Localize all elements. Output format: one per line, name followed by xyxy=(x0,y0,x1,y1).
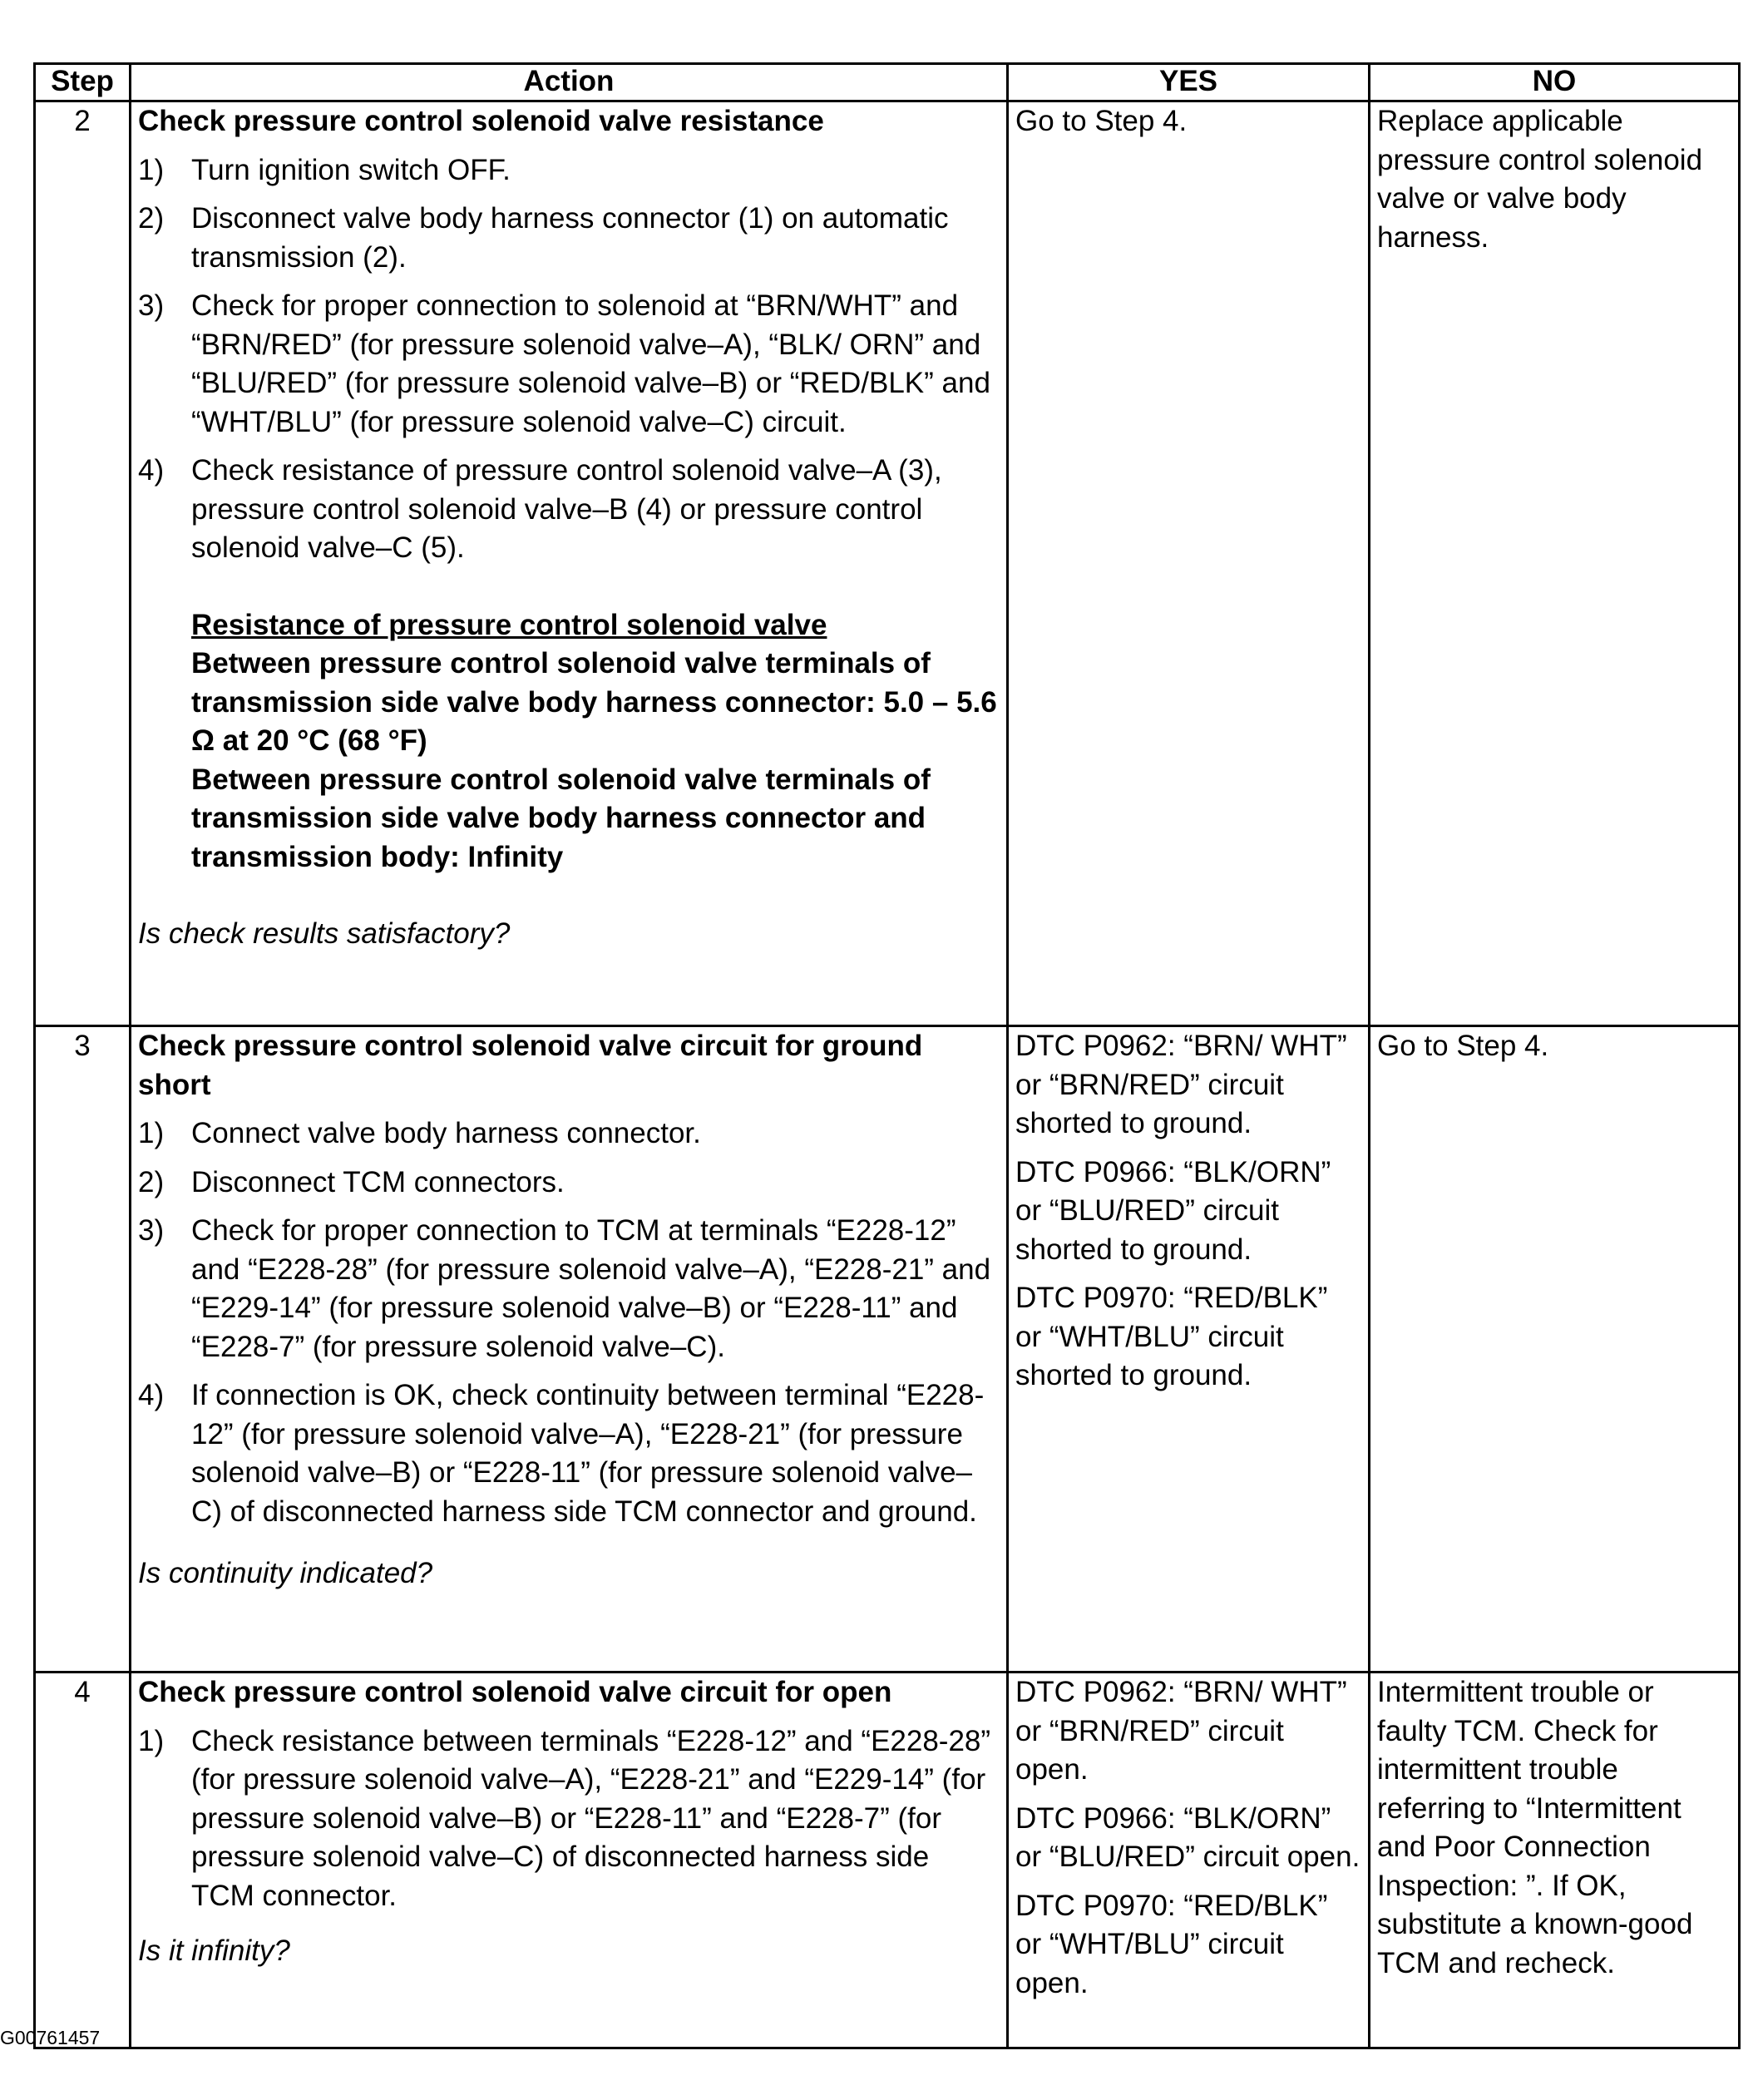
step-title: Check pressure control solenoid valve circuit for open xyxy=(138,1676,892,1708)
yes-cell xyxy=(1008,1673,1370,2048)
yes-result: Go to Step 4. xyxy=(1015,105,1188,137)
item-number: 1) xyxy=(138,1117,165,1149)
yes-result: DTC P0970: “RED/BLK” or “WHT/BLU” circuit shorted to ground. xyxy=(1015,1282,1328,1391)
specification-line: Between pressure control solenoid valve terminals of transmission side valve body harness connector: 5.0 – 5.6 Ω at 20 °C (68 °F) xyxy=(191,647,997,757)
yes-result: DTC P0962: “BRN/ WHT” or “BRN/RED” circuit shorted to ground. xyxy=(1015,1030,1347,1139)
item-text: Check resistance between terminals “E228-12” and “E228-28” (for pressure solenoid valve–A), “E228-21” and “E229-14” (for pressure solenoid valve–B) or “E228-11” and “E228-7” (for pressure solenoid valve–C) of disconnected harness side TCM connector. xyxy=(191,1724,991,1912)
list-item xyxy=(138,151,1000,190)
step-number: 2 xyxy=(35,101,131,1026)
procedure-list xyxy=(138,1722,1000,1916)
specification-block xyxy=(191,606,1000,877)
item-text: Connect valve body harness connector. xyxy=(191,1117,701,1149)
list-item xyxy=(138,1212,1000,1366)
header-no: NO xyxy=(1370,64,1740,101)
header-action: Action xyxy=(131,64,1008,101)
step-question: Is check results satisfactory? xyxy=(138,917,511,950)
yes-result: DTC P0962: “BRN/ WHT” or “BRN/RED” circuit open. xyxy=(1015,1676,1347,1786)
item-number: 4) xyxy=(138,454,165,487)
diagnostic-table xyxy=(33,62,1741,2049)
no-cell xyxy=(1370,1673,1740,2048)
no-cell xyxy=(1370,1026,1740,1673)
specification-line: Between pressure control solenoid valve terminals of transmission side valve body harness connector and transmission body: Infinity xyxy=(191,763,931,873)
yes-cell xyxy=(1008,101,1370,1026)
item-text: Check resistance of pressure control solenoid valve–A (3), pressure control solenoid valve–B (4) or pressure control solenoid valve–C (5). xyxy=(191,454,942,564)
action-cell xyxy=(131,1026,1008,1673)
specification-heading: Resistance of pressure control solenoid valve xyxy=(191,608,827,641)
step-title: Check pressure control solenoid valve circuit for ground short xyxy=(138,1030,923,1101)
list-item xyxy=(138,200,1000,277)
item-number: 2) xyxy=(138,202,165,235)
item-text: Disconnect TCM connectors. xyxy=(191,1165,565,1198)
no-result: Replace applicable pressure control solenoid valve or valve body harness. xyxy=(1377,105,1703,254)
item-number: 3) xyxy=(138,1214,165,1247)
no-result: Intermittent trouble or faulty TCM. Check for intermittent trouble referring to “Intermittent and Poor Connection Inspection: ”. If OK, substitute a known-good TCM and recheck. xyxy=(1377,1676,1693,1979)
table-row xyxy=(35,1026,1740,1673)
list-item xyxy=(138,1114,1000,1154)
list-item xyxy=(138,1722,1000,1916)
step-number: 4 xyxy=(35,1673,131,2048)
item-text: Check for proper connection to TCM at terminals “E228-12” and “E228-28” (for pressure solenoid valve–A), “E228-21” and “E229-14” (for pressure solenoid valve–B) or “E228-11” and “E228-7” (for pressure solenoid valve–C). xyxy=(191,1214,991,1363)
list-item xyxy=(138,452,1000,568)
item-text: Disconnect valve body harness connector (1) on automatic transmission (2). xyxy=(191,202,949,274)
step-title: Check pressure control solenoid valve resistance xyxy=(138,105,824,137)
action-cell xyxy=(131,101,1008,1026)
no-cell xyxy=(1370,101,1740,1026)
list-item xyxy=(138,1164,1000,1203)
yes-cell xyxy=(1008,1026,1370,1673)
step-question: Is continuity indicated? xyxy=(138,1557,433,1589)
figure-code: G00761457 xyxy=(0,2027,101,2048)
item-text: Turn ignition switch OFF. xyxy=(191,153,511,186)
item-number: 2) xyxy=(138,1165,165,1198)
item-text: Check for proper connection to solenoid at “BRN/WHT” and “BRN/RED” (for pressure solenoid valve–A), “BLK/ ORN” and “BLU/RED” (for pressure solenoid valve–B) or “RED/BLK” and “WHT/BLU” (for pressure solenoid valve–C) circuit. xyxy=(191,289,990,438)
step-question: Is it infinity? xyxy=(138,1934,290,1967)
list-item xyxy=(138,287,1000,442)
table-row xyxy=(35,1673,1740,2048)
yes-result: DTC P0966: “BLK/ORN” or “BLU/RED” circuit open. xyxy=(1015,1801,1360,1873)
list-item xyxy=(138,1376,1000,1531)
header-yes: YES xyxy=(1008,64,1370,101)
table-row xyxy=(35,101,1740,1026)
action-cell xyxy=(131,1673,1008,2048)
procedure-list xyxy=(138,1114,1000,1531)
step-number: 3 xyxy=(35,1026,131,1673)
item-number: 1) xyxy=(138,153,165,186)
item-number: 4) xyxy=(138,1379,165,1411)
header-step: Step xyxy=(35,64,131,101)
item-number: 1) xyxy=(138,1724,165,1757)
item-number: 3) xyxy=(138,289,165,322)
item-text: If connection is OK, check continuity between terminal “E228-12” (for pressure solenoid valve–A), “E228-21” (for pressure solenoid valve–B) or “E228-11” (for pressure solenoid valve–C) of disconnected harness side TCM connector and ground. xyxy=(191,1379,985,1528)
no-result: Go to Step 4. xyxy=(1377,1030,1549,1062)
procedure-list xyxy=(138,151,1000,568)
yes-result: DTC P0970: “RED/BLK” or “WHT/BLU” circuit open. xyxy=(1015,1889,1328,1999)
yes-result: DTC P0966: “BLK/ORN” or “BLU/RED” circuit shorted to ground. xyxy=(1015,1155,1331,1266)
table-header-row xyxy=(35,64,1740,101)
